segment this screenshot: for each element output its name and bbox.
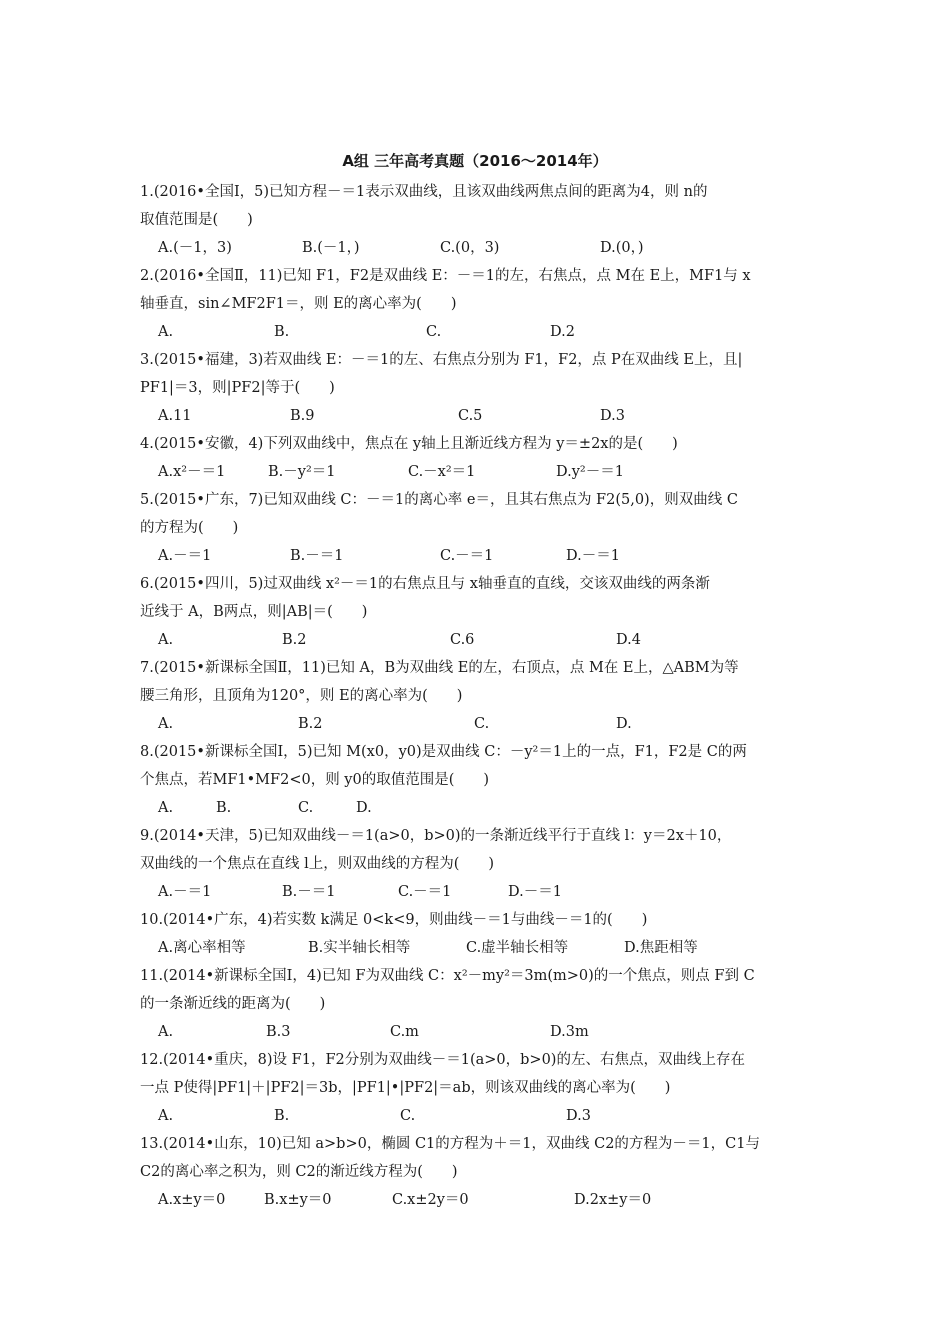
options-row: [140, 1102, 820, 1130]
option-c: C.－＝1: [440, 548, 494, 564]
question-7: [140, 654, 820, 738]
question-text-line: 6.(2015•四川，5)过双曲线 x²－＝1的右焦点且与 x轴垂直的直线，交该双曲线的两条渐: [140, 576, 710, 592]
options-row: [140, 878, 820, 906]
question-text-line: 8.(2015•新课标全国Ⅰ，5)已知 M(x0，y0)是双曲线 C：－y²＝1上的一点，F1，F2是 C的两: [140, 744, 747, 760]
option-b: B.2: [282, 632, 307, 648]
question-text-line: 2.(2016•全国Ⅱ，11)已知 F1，F2是双曲线 E：－＝1的左，右焦点，点 M在 E上，MF1与 x: [140, 268, 751, 284]
question-12: [140, 1046, 820, 1130]
option-d: D.y²－＝1: [556, 464, 624, 480]
option-b: B.x±y＝0: [264, 1192, 332, 1208]
option-b: B.－＝1: [290, 548, 344, 564]
question-8: [140, 738, 820, 822]
question-text-line: 腰三角形，且顶角为120°，则 E的离心率为( ): [140, 688, 463, 704]
option-b: B.9: [290, 408, 315, 424]
option-b: B.: [274, 1108, 290, 1124]
question-6: [140, 570, 820, 654]
option-a: A.: [158, 716, 174, 732]
option-b: B.: [274, 324, 290, 340]
option-b: B.2: [298, 716, 323, 732]
option-c: C.6: [450, 632, 475, 648]
question-text-line: 的一条渐近线的距离为( ): [140, 996, 326, 1012]
options-row: [140, 934, 820, 962]
options-row: [140, 542, 820, 570]
option-c: C.: [298, 800, 314, 816]
option-d: D.: [356, 800, 372, 816]
option-a: A.: [158, 1024, 174, 1040]
question-text-line: 轴垂直，sin∠MF2F1＝，则 E的离心率为( ): [140, 296, 457, 312]
question-text-line: 近线于 A，B两点，则|AB|＝( ): [140, 604, 368, 620]
option-a: A.: [158, 324, 174, 340]
question-4: [140, 430, 820, 486]
option-c: C.虚半轴长相等: [466, 940, 569, 956]
option-c: C.: [474, 716, 490, 732]
question-text-line: 4.(2015•安徽，4)下列双曲线中，焦点在 y轴上且渐近线方程为 y＝±2x的是( ): [140, 436, 678, 452]
option-d: D.(0，): [600, 240, 644, 256]
question-10: [140, 906, 820, 962]
question-text-line: PF1|＝3，则|PF2|等于( ): [140, 380, 335, 396]
question-2: [140, 262, 820, 346]
question-1: [140, 178, 820, 262]
option-c: C.: [426, 324, 442, 340]
question-text-line: 9.(2014•天津，5)已知双曲线－＝1(a>0，b>0)的一条渐近线平行于直线 l：y＝2x＋10，: [140, 828, 732, 844]
options-row: [140, 1186, 820, 1214]
option-d: D.3m: [550, 1024, 589, 1040]
option-d: D.4: [616, 632, 641, 648]
question-text-line: 个焦点，若MF1•MF2<0，则 y0的取值范围是( ): [140, 772, 490, 788]
question-text-line: 1.(2016•全国Ⅰ，5)已知方程－＝1表示双曲线，且该双曲线两焦点间的距离为4，则 n的: [140, 184, 708, 200]
option-b: B.3: [266, 1024, 291, 1040]
question-text-line: 双曲线的一个焦点在直线 l上，则双曲线的方程为( ): [140, 856, 495, 872]
option-c: C.－x²＝1: [408, 464, 476, 480]
option-d: D.3: [600, 408, 625, 424]
option-c: C.x±2y＝0: [392, 1192, 469, 1208]
question-text-line: 10.(2014•广东，4)若实数 k满足 0<k<9，则曲线－＝1与曲线－＝1的( ): [140, 912, 648, 928]
options-row: [140, 458, 820, 486]
option-b: B.实半轴长相等: [308, 940, 411, 956]
options-row: [140, 318, 820, 346]
option-d: D.3: [566, 1108, 591, 1124]
question-3: [140, 346, 820, 430]
option-d: D.: [616, 716, 632, 732]
option-a: A.离心率相等: [158, 940, 246, 956]
options-row: [140, 1018, 820, 1046]
option-c: C.(0，3): [440, 240, 500, 256]
question-text-line: 一点 P使得|PF1|＋|PF2|＝3b，|PF1|•|PF2|＝ab，则该双曲线的离心率为( ): [140, 1080, 671, 1096]
question-text-line: 13.(2014•山东，10)已知 a>b>0，椭圆 C1的方程为＋＝1，双曲线 C2的方程为－＝1，C1与: [140, 1136, 760, 1152]
option-d: D.－＝1: [566, 548, 620, 564]
option-a: A.11: [158, 408, 192, 424]
question-text-line: C2的离心率之积为，则 C2的渐近线方程为( ): [140, 1164, 458, 1180]
option-a: A.x²－＝1: [158, 464, 226, 480]
option-b: B.: [216, 800, 232, 816]
option-a: A.－＝1: [158, 884, 212, 900]
options-row: [140, 402, 820, 430]
question-text-line: 的方程为( ): [140, 520, 239, 536]
question-list: [140, 178, 820, 1214]
question-text-line: 7.(2015•新课标全国Ⅱ，11)已知 A，B为双曲线 E的左，右顶点，点 M在 E上，△ABM为等: [140, 660, 739, 676]
options-row: [140, 710, 820, 738]
option-c: C.5: [458, 408, 483, 424]
question-9: [140, 822, 820, 906]
question-11: [140, 962, 820, 1046]
question-13: [140, 1130, 820, 1214]
question-text-line: 取值范围是( ): [140, 212, 253, 228]
option-a: A.: [158, 800, 174, 816]
option-b: B.－y²＝1: [268, 464, 336, 480]
question-5: [140, 486, 820, 570]
option-a: A.: [158, 1108, 174, 1124]
option-a: A.: [158, 632, 174, 648]
option-a: A.－＝1: [158, 548, 212, 564]
option-c: C.m: [390, 1024, 419, 1040]
option-d: D.焦距相等: [624, 940, 698, 956]
option-d: D.2x±y＝0: [574, 1192, 652, 1208]
option-c: C.－＝1: [398, 884, 452, 900]
option-a: A.x±y＝0: [158, 1192, 226, 1208]
question-text-line: 5.(2015•广东，7)已知双曲线 C：－＝1的离心率 e＝，且其右焦点为 F2(5,0)，则双曲线 C: [140, 492, 738, 508]
page-title: A组 三年高考真题（2016～2014年）: [342, 152, 608, 170]
options-row: [140, 234, 820, 262]
question-text-line: 3.(2015•福建，3)若双曲线 E：－＝1的左、右焦点分别为 F1，F2，点 P在双曲线 E上，且|: [140, 352, 743, 368]
option-b: B.－＝1: [282, 884, 336, 900]
option-d: D.－＝1: [508, 884, 562, 900]
option-a: A.(－1，3): [158, 240, 232, 256]
option-d: D.2: [550, 324, 575, 340]
question-text-line: 12.(2014•重庆，8)设 F1，F2分别为双曲线－＝1(a>0，b>0)的左、右焦点，双曲线上存在: [140, 1052, 745, 1068]
options-row: [140, 794, 820, 822]
option-c: C.: [400, 1108, 416, 1124]
options-row: [140, 626, 820, 654]
question-text-line: 11.(2014•新课标全国Ⅰ，4)已知 F为双曲线 C：x²－my²＝3m(m>0)的一个焦点，则点 F到 C: [140, 968, 755, 984]
option-b: B.(－1，): [302, 240, 360, 256]
